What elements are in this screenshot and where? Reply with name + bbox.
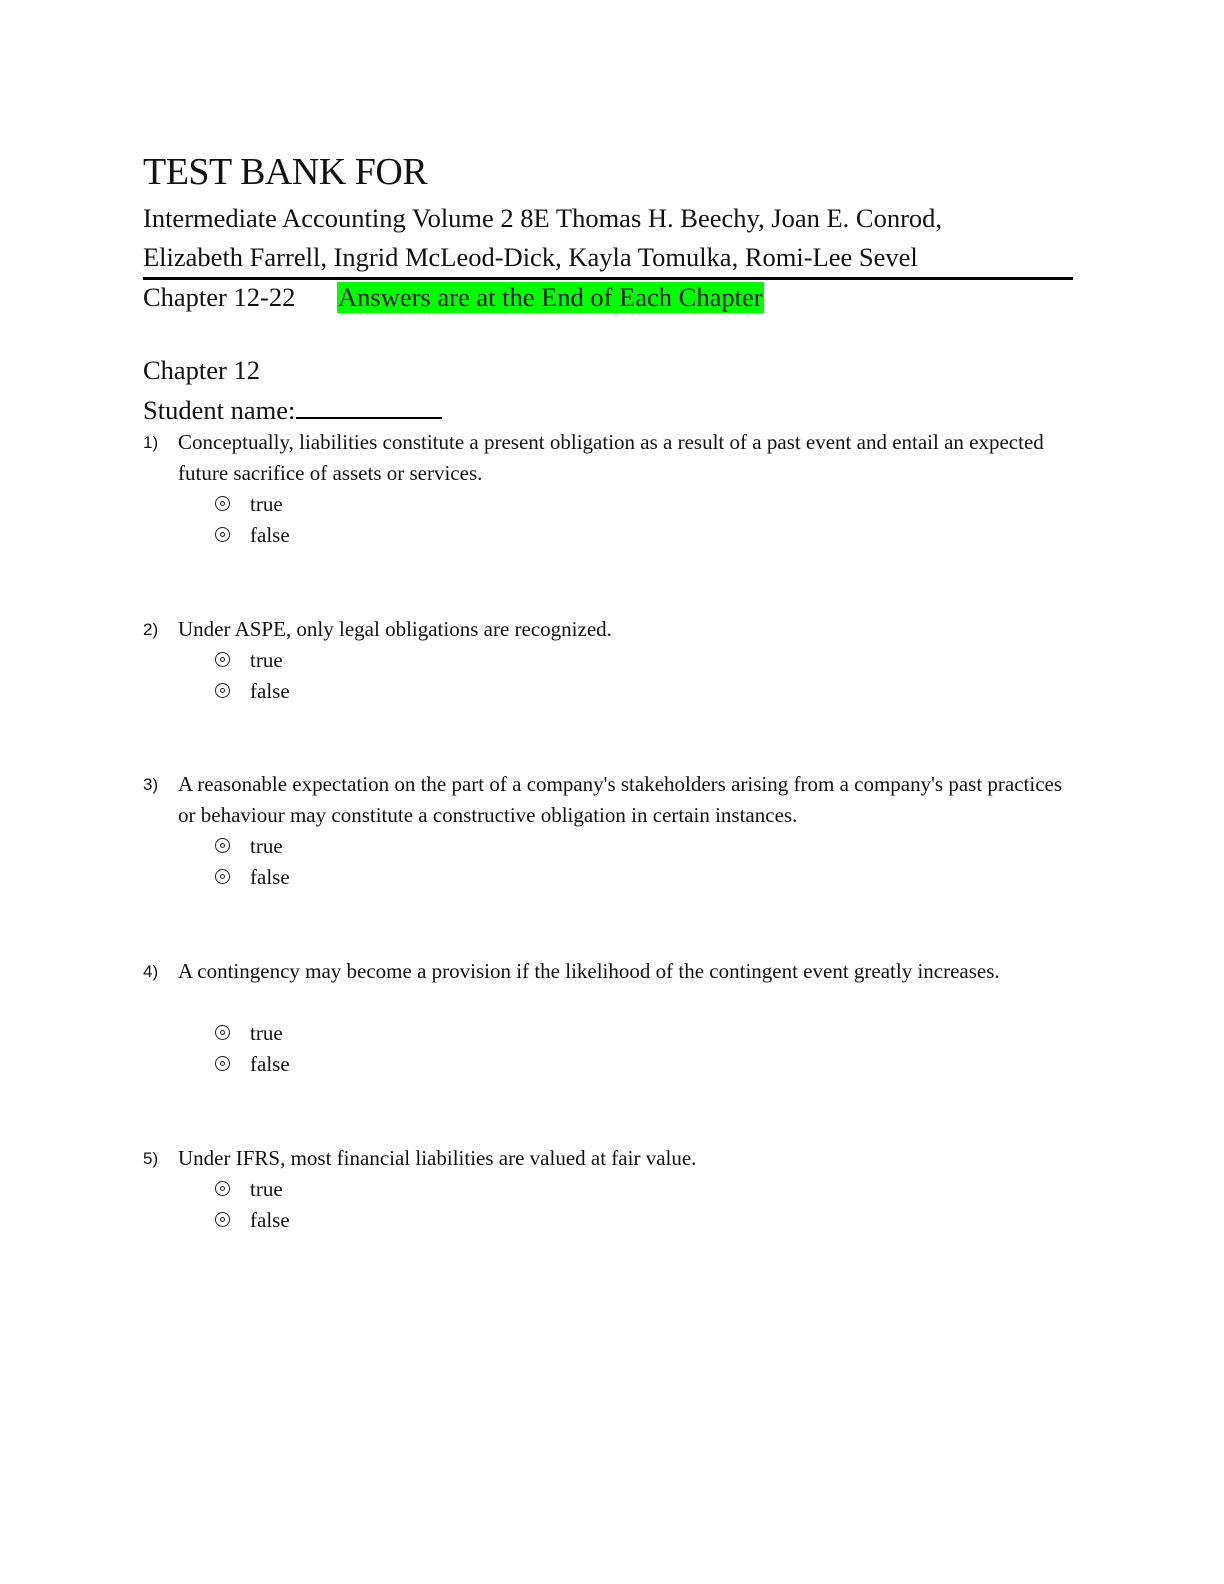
answers-note: Answers are at the End of Each Chapter (338, 282, 763, 312)
question-text: Under ASPE, only legal obligations are recognized. (178, 617, 612, 641)
question-text: Under IFRS, most financial liabilities are valued at fair value. (178, 1146, 697, 1170)
radio-icon[interactable] (215, 527, 230, 542)
radio-icon[interactable] (215, 683, 230, 698)
radio-icon[interactable] (215, 1212, 230, 1227)
option-label: true (250, 834, 283, 858)
book-info-line-1: Intermediate Accounting Volume 2 8E Thomas H. Beechy, Joan E. Conrod, (143, 203, 943, 233)
chapter-heading: Chapter 12 (143, 355, 261, 385)
book-info-line-2: Elizabeth Farrell, Ingrid McLeod-Dick, Kayla Tomulka, Romi-Lee Sevel (143, 242, 918, 272)
radio-icon[interactable] (215, 1025, 230, 1040)
question-number: 2) (143, 620, 159, 639)
option-label: false (250, 1052, 290, 1076)
option-label: false (250, 1208, 290, 1232)
student-name-blank[interactable] (296, 391, 442, 419)
header-divider (143, 277, 1073, 280)
student-name-label: Student name: (143, 395, 296, 425)
radio-icon[interactable] (215, 652, 230, 667)
option-label: true (250, 1021, 283, 1045)
chapter-range: Chapter 12-22 (143, 282, 296, 312)
radio-icon[interactable] (215, 869, 230, 884)
option-label: true (250, 1177, 283, 1201)
radio-icon[interactable] (215, 838, 230, 853)
option-label: false (250, 865, 290, 889)
question-number: 1) (143, 433, 159, 452)
question-text: A contingency may become a provision if the likelihood of the contingent event greatly increases. (178, 959, 1000, 983)
radio-icon[interactable] (215, 1181, 230, 1196)
option-label: true (250, 648, 283, 672)
question-number: 4) (143, 962, 159, 981)
student-name-row (143, 391, 442, 426)
question-number: 3) (143, 775, 159, 794)
option-label: false (250, 679, 290, 703)
option-label: false (250, 523, 290, 547)
radio-icon[interactable] (215, 496, 230, 511)
question-number: 5) (143, 1149, 159, 1168)
radio-icon[interactable] (215, 1056, 230, 1071)
option-label: true (250, 492, 283, 516)
question-text: A reasonable expectation on the part of a company's stakeholders arising from a company's past practices or behaviour may constitute a constructive obligation in certain instances. (178, 772, 1063, 827)
question-text: Conceptually, liabilities constitute a present obligation as a result of a past event and entail an expected future sacrifice of assets or services. (178, 430, 1044, 485)
document-title: TEST BANK FOR (143, 151, 428, 193)
